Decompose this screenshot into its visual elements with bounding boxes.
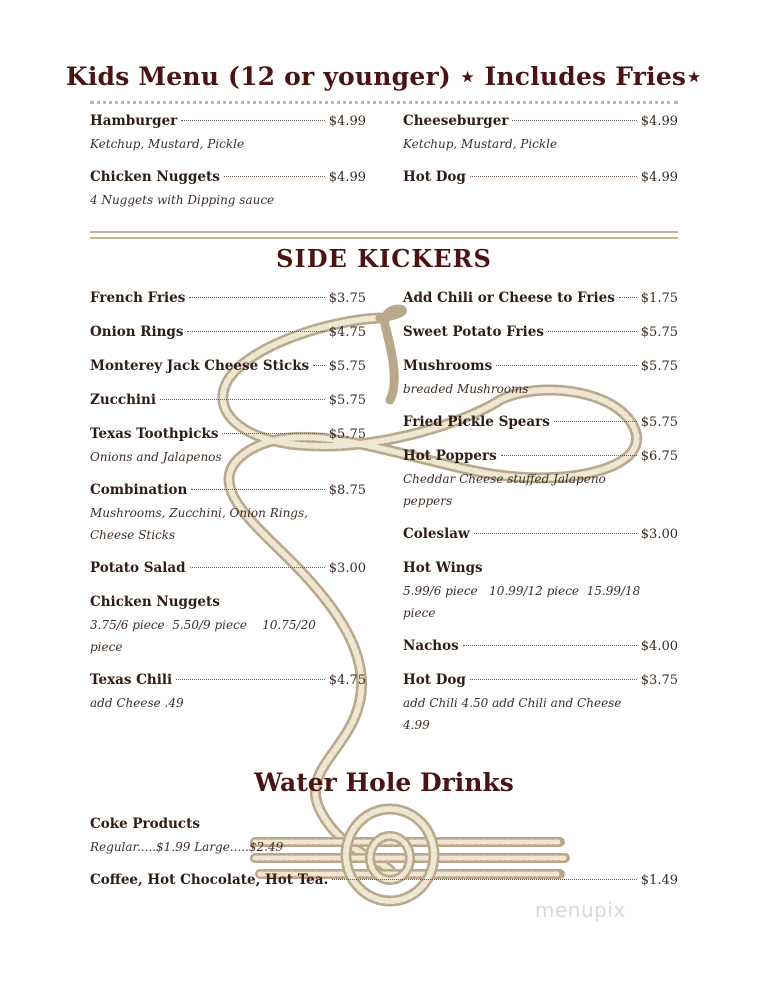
item-name: Monterey Jack Cheese Sticks xyxy=(90,358,310,374)
item-name: Hot Wings xyxy=(403,560,483,576)
menu-item xyxy=(403,324,678,344)
item-price: $8.75 xyxy=(328,483,366,498)
item-price: $4.75 xyxy=(328,325,366,340)
item-price: $4.00 xyxy=(640,639,678,654)
menu-item xyxy=(403,358,678,400)
menu-item xyxy=(403,638,678,658)
item-description: breaded Mushrooms xyxy=(403,382,529,396)
item-name: Texas Chili xyxy=(90,672,173,688)
menu-item xyxy=(90,392,366,412)
item-price: $5.75 xyxy=(640,359,678,374)
menu-item xyxy=(90,594,366,658)
item-description: Mushrooms, Zucchini, Onion Rings, xyxy=(90,506,308,520)
menu-item xyxy=(403,448,678,512)
item-price: $3.75 xyxy=(328,291,366,306)
item-price: $4.99 xyxy=(640,114,678,129)
item-price: $5.75 xyxy=(328,393,366,408)
item-price: $4.99 xyxy=(640,170,678,185)
item-name: Coke Products xyxy=(90,816,200,832)
item-price: $5.75 xyxy=(640,415,678,430)
item-name: Hot Dog xyxy=(403,672,466,688)
item-price: $5.75 xyxy=(328,427,366,442)
item-description: Cheese Sticks xyxy=(90,528,176,542)
item-description: Onions and Jalapenos xyxy=(90,450,222,464)
item-price: $6.75 xyxy=(640,449,678,464)
side-kickers-title: SIDE KICKERS xyxy=(276,244,492,273)
item-description: 5.99/6 piece 10.99/12 piece 15.99/18 xyxy=(403,584,641,598)
menu-item xyxy=(403,526,678,546)
item-description: Regular.....$1.99 Large.....$2.49 xyxy=(90,840,284,854)
item-name: Combination xyxy=(90,482,188,498)
item-description: piece xyxy=(90,640,123,654)
item-name: Cheeseburger xyxy=(403,113,509,129)
item-name: Texas Toothpicks xyxy=(90,426,219,442)
item-name: Hot Dog xyxy=(403,169,466,185)
menu-item xyxy=(403,290,678,310)
item-name: Coleslaw xyxy=(403,526,470,542)
menu-item xyxy=(90,872,678,892)
item-name: Nachos xyxy=(403,638,459,654)
item-name: Onion Rings xyxy=(90,324,184,340)
menu-item xyxy=(90,426,366,468)
menu-item xyxy=(403,672,678,736)
item-description: add Chili 4.50 add Chili and Cheese xyxy=(403,696,622,710)
item-name: Zucchini xyxy=(90,392,156,408)
menupix-watermark: menupix xyxy=(535,898,626,922)
menu-item xyxy=(90,290,366,310)
item-description: 3.75/6 piece 5.50/9 piece 10.75/20 xyxy=(90,618,316,632)
item-price: $4.99 xyxy=(328,114,366,129)
menu-item xyxy=(403,169,678,189)
item-name: Sweet Potato Fries xyxy=(403,324,544,340)
kids-menu-title: Kids Menu (12 or younger) ⋆ Includes Fries⋆ xyxy=(65,62,703,91)
water-hole-drinks-title: Water Hole Drinks xyxy=(254,768,514,797)
item-name: Hamburger xyxy=(90,113,178,129)
item-price: $1.75 xyxy=(640,291,678,306)
item-name: Mushrooms xyxy=(403,358,493,374)
menu-item xyxy=(90,672,366,714)
item-price: $3.75 xyxy=(640,673,678,688)
item-description: Cheddar Cheese stuffed Jalapeno xyxy=(403,472,606,486)
item-price: $1.49 xyxy=(640,873,678,888)
item-price: $4.99 xyxy=(328,170,366,185)
dotted-divider xyxy=(90,101,678,104)
item-name: Chicken Nuggets xyxy=(90,169,220,185)
item-price: $4.75 xyxy=(328,673,366,688)
item-description: peppers xyxy=(403,494,453,508)
menu-item xyxy=(90,482,366,546)
menu-item xyxy=(403,113,678,155)
item-name: Fried Pickle Spears xyxy=(403,414,550,430)
item-name: Chicken Nuggets xyxy=(90,594,220,610)
item-price: $5.75 xyxy=(328,359,366,374)
item-description: add Cheese .49 xyxy=(90,696,184,710)
menu-item xyxy=(90,169,366,211)
item-name: French Fries xyxy=(90,290,186,306)
item-description: piece xyxy=(403,606,436,620)
section-divider xyxy=(90,231,678,239)
menu-item xyxy=(403,414,678,434)
item-name: Potato Salad xyxy=(90,560,186,576)
item-description: Ketchup, Mustard, Pickle xyxy=(403,137,558,151)
item-name: Add Chili or Cheese to Fries xyxy=(403,290,615,306)
item-description: 4.99 xyxy=(403,718,430,732)
menu-item xyxy=(90,560,366,580)
menu-item xyxy=(90,324,366,344)
menu-item xyxy=(403,560,678,624)
item-price: $3.00 xyxy=(640,527,678,542)
item-price: $5.75 xyxy=(640,325,678,340)
item-name: Hot Poppers xyxy=(403,448,497,464)
menu-item xyxy=(90,816,678,858)
item-description: Ketchup, Mustard, Pickle xyxy=(90,137,245,151)
menu-item xyxy=(90,358,366,378)
item-price: $3.00 xyxy=(328,561,366,576)
item-name: Coffee, Hot Chocolate, Hot Tea. xyxy=(90,872,329,888)
menu-item xyxy=(90,113,366,155)
item-description: 4 Nuggets with Dipping sauce xyxy=(90,193,275,207)
